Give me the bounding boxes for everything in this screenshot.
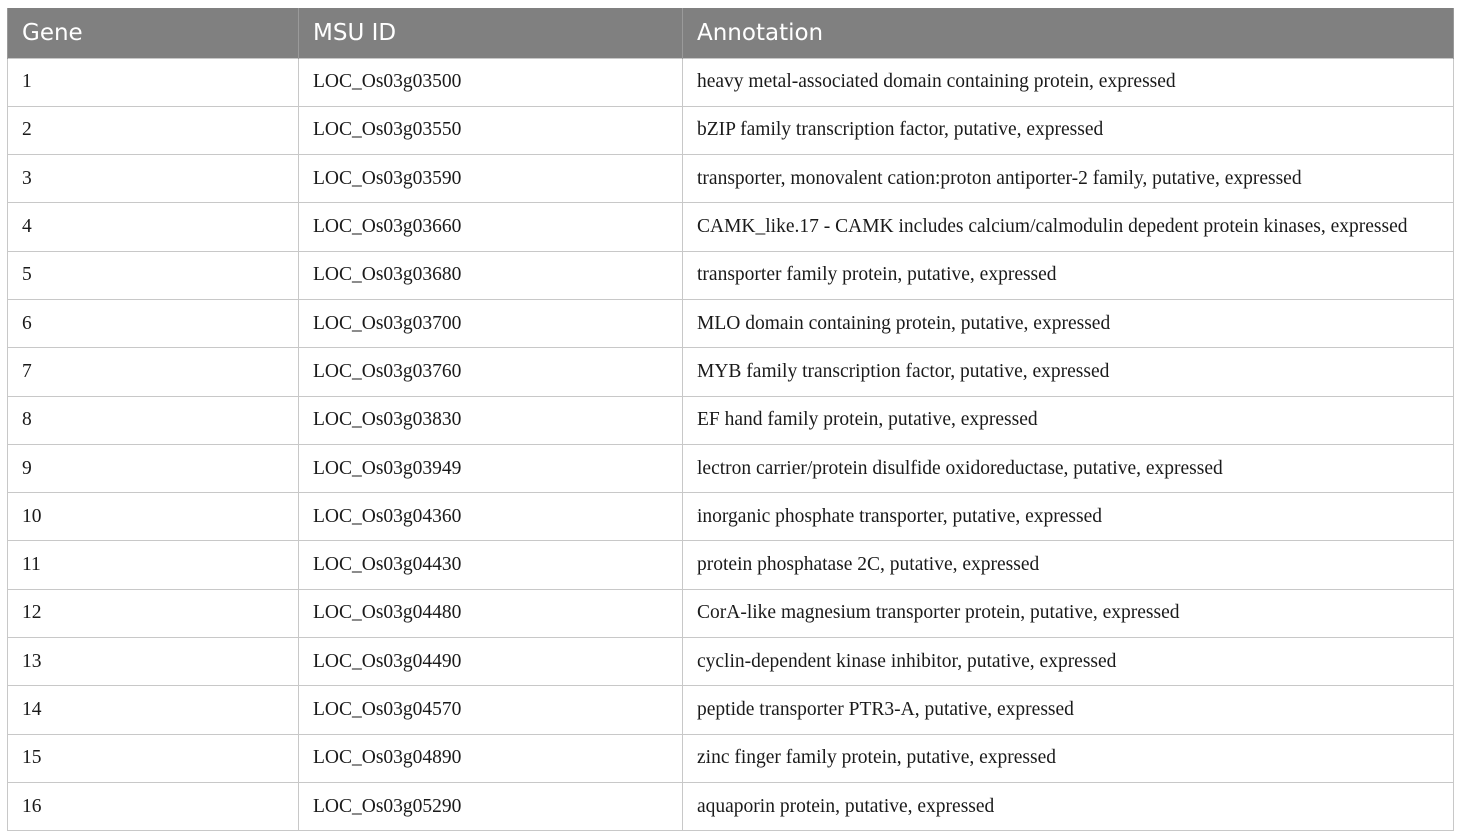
- annotation-cell: CAMK_like.17 - CAMK includes calcium/calmodulin depedent protein kinases, expressed: [683, 203, 1454, 251]
- annotation-cell: EF hand family protein, putative, expressed: [683, 396, 1454, 444]
- msu-id-cell: LOC_Os03g03760: [299, 348, 683, 396]
- annotation-cell: transporter, monovalent cation:proton antiporter-2 family, putative, expressed: [683, 155, 1454, 203]
- table-row: [8, 155, 1454, 203]
- annotation-cell: MYB family transcription factor, putative, expressed: [683, 348, 1454, 396]
- annotation-cell: CorA-like magnesium transporter protein, putative, expressed: [683, 589, 1454, 637]
- msu-id-cell: LOC_Os03g04360: [299, 493, 683, 541]
- msu-id-cell: LOC_Os03g04430: [299, 541, 683, 589]
- msu-id-cell: LOC_Os03g04890: [299, 734, 683, 782]
- table-row: [8, 396, 1454, 444]
- msu-id-cell: LOC_Os03g03680: [299, 251, 683, 299]
- gene-cell: 3: [8, 155, 299, 203]
- table-row: [8, 106, 1454, 154]
- annotation-cell: cyclin-dependent kinase inhibitor, putative, expressed: [683, 638, 1454, 686]
- gene-annotation-table: [7, 8, 1454, 831]
- msu-id-cell: LOC_Os03g03550: [299, 106, 683, 154]
- gene-cell: 12: [8, 589, 299, 637]
- annotation-cell: peptide transporter PTR3-A, putative, expressed: [683, 686, 1454, 734]
- gene-cell: 8: [8, 396, 299, 444]
- annotation-cell: zinc finger family protein, putative, expressed: [683, 734, 1454, 782]
- table-row: [8, 203, 1454, 251]
- table-row: [8, 782, 1454, 830]
- annotation-cell: MLO domain containing protein, putative, expressed: [683, 299, 1454, 347]
- msu-id-cell: LOC_Os03g03660: [299, 203, 683, 251]
- msu-id-cell: LOC_Os03g03700: [299, 299, 683, 347]
- header-annotation: Annotation: [683, 8, 1454, 58]
- header-msu-id: MSU ID: [299, 8, 683, 58]
- table-row: [8, 734, 1454, 782]
- msu-id-cell: LOC_Os03g04570: [299, 686, 683, 734]
- table-row: [8, 686, 1454, 734]
- table-row: [8, 493, 1454, 541]
- gene-cell: 4: [8, 203, 299, 251]
- table-body: [8, 58, 1454, 831]
- annotation-cell: transporter family protein, putative, expressed: [683, 251, 1454, 299]
- annotation-cell: lectron carrier/protein disulfide oxidoreductase, putative, expressed: [683, 444, 1454, 492]
- gene-cell: 2: [8, 106, 299, 154]
- annotation-cell: inorganic phosphate transporter, putative, expressed: [683, 493, 1454, 541]
- annotation-cell: protein phosphatase 2C, putative, expressed: [683, 541, 1454, 589]
- table-row: [8, 638, 1454, 686]
- gene-cell: 9: [8, 444, 299, 492]
- table-row: [8, 251, 1454, 299]
- annotation-cell: aquaporin protein, putative, expressed: [683, 782, 1454, 830]
- gene-cell: 11: [8, 541, 299, 589]
- gene-cell: 16: [8, 782, 299, 830]
- table-row: [8, 589, 1454, 637]
- header-row: [8, 8, 1454, 58]
- gene-cell: 6: [8, 299, 299, 347]
- msu-id-cell: LOC_Os03g03949: [299, 444, 683, 492]
- gene-annotation-table-container: [7, 8, 1453, 831]
- gene-cell: 10: [8, 493, 299, 541]
- msu-id-cell: LOC_Os03g03500: [299, 58, 683, 106]
- gene-cell: 15: [8, 734, 299, 782]
- table-row: [8, 541, 1454, 589]
- msu-id-cell: LOC_Os03g04480: [299, 589, 683, 637]
- gene-cell: 7: [8, 348, 299, 396]
- annotation-cell: heavy metal-associated domain containing protein, expressed: [683, 58, 1454, 106]
- gene-cell: 5: [8, 251, 299, 299]
- table-row: [8, 299, 1454, 347]
- gene-cell: 13: [8, 638, 299, 686]
- table-row: [8, 58, 1454, 106]
- msu-id-cell: LOC_Os03g05290: [299, 782, 683, 830]
- header-gene: Gene: [8, 8, 299, 58]
- gene-cell: 1: [8, 58, 299, 106]
- table-row: [8, 444, 1454, 492]
- annotation-cell: bZIP family transcription factor, putative, expressed: [683, 106, 1454, 154]
- table-header: [8, 8, 1454, 58]
- table-row: [8, 348, 1454, 396]
- msu-id-cell: LOC_Os03g03590: [299, 155, 683, 203]
- gene-cell: 14: [8, 686, 299, 734]
- msu-id-cell: LOC_Os03g04490: [299, 638, 683, 686]
- msu-id-cell: LOC_Os03g03830: [299, 396, 683, 444]
